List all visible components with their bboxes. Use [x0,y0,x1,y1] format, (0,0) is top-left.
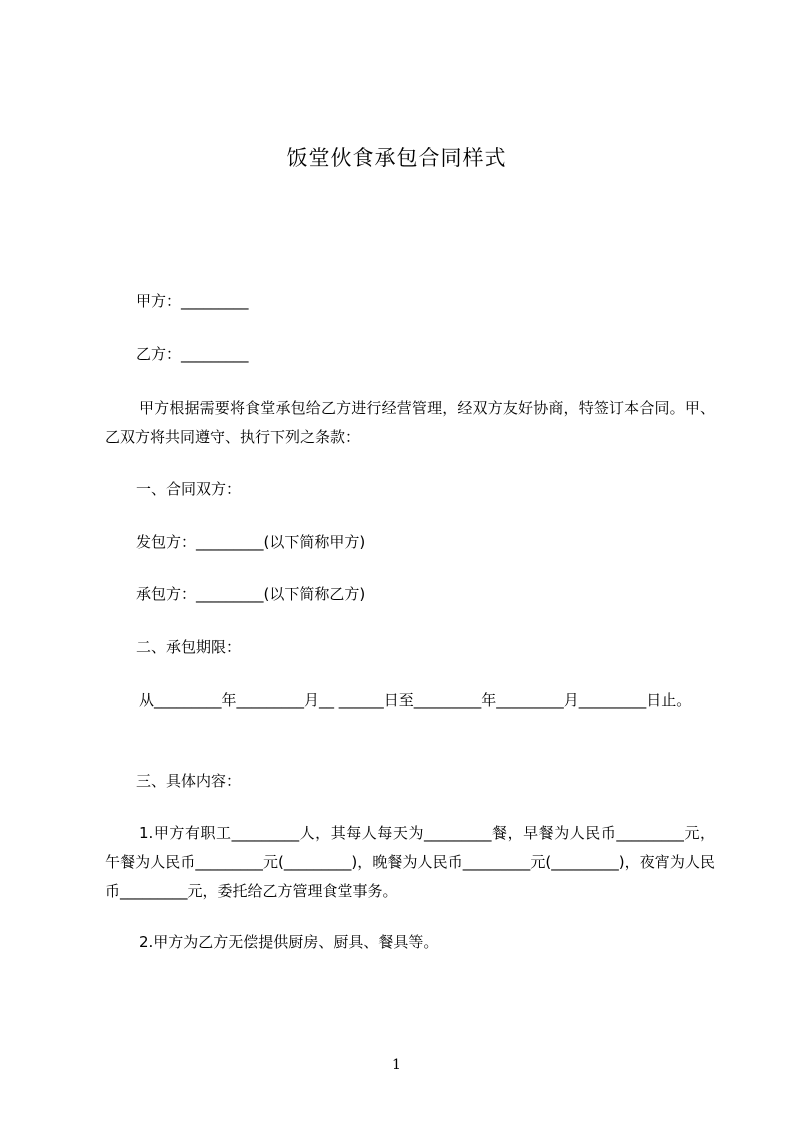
period-paragraph: 从_________年_________月__ ______日至_________年_________月_________日止。 [139,691,692,709]
document-title: 饭堂伙食承包合同样式 [286,146,507,170]
item-1-paragraph: 1.甲方有职工_________人，其每人每天为_________餐，早餐为人民币_________元，午餐为人民币_________元(_________)，晚餐为人民币_________元(_________)，夜宵为人民币_________元，委托给乙方管理食堂事务。 [105,824,715,900]
section-2-heading: 二、承包期限： [136,638,242,656]
item-2-paragraph: 2.甲方为乙方无偿提供厨房、厨具、餐具等。 [139,933,439,951]
subcontractor-line: 承包方：_________(以下简称乙方) [136,585,366,603]
page-number: 1 [392,1057,401,1073]
intro-paragraph: 甲方根据需要将食堂承包给乙方进行经营管理，经双方友好协商，特签订本合同。甲、乙双方将共同遵守、执行下列之条款： [105,399,715,446]
section-1-heading: 一、合同双方： [136,480,242,498]
section-3-heading: 三、具体内容： [136,772,242,790]
party-b-line: 乙方：_________ [136,345,249,363]
contractor-line: 发包方：_________(以下简称甲方) [136,533,366,551]
party-a-line: 甲方：_________ [136,292,249,310]
